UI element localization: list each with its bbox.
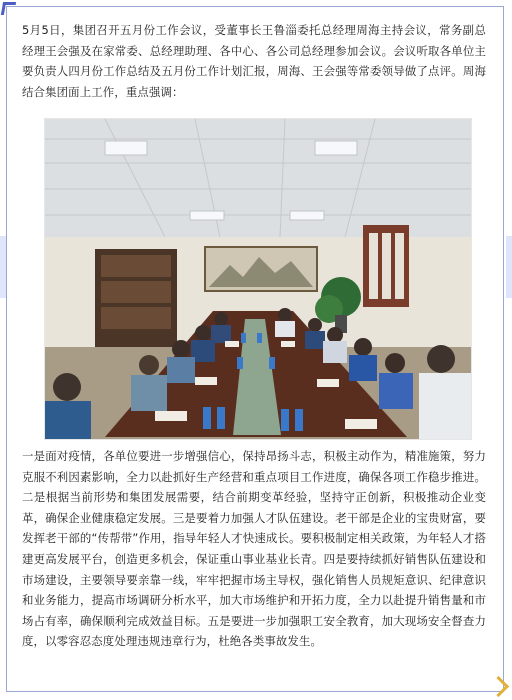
corner-ornament-top-left: [1, 2, 16, 15]
article-paragraph-body: 一是面对疫情，各单位要进一步增强信心，保持昂扬斗志，积极主动作为，精准施策，努力克服不利因素影响，全力以赴抓好生产经营和重点项目工作进度，确保各项工作稳步推进。二是根据当前形势和集团发展需要，结合前期变革经验，坚持守正创新，积极推动企业变革，确保企业健康稳定发展。三是要着力加强人才队伍建设。老干部是企业的宝贵财富，要发挥老干部的“传帮带”作用，指导年轻人才快速成长。要积极制定相关政策，为年轻人才搭建更高发展平台，创造更多机会，保证重山事业基业长青。四是要持续抓好销售队伍建设和市场建设，主要领导要亲靠一线，牢牢把握市场主导权，强化销售人员规矩意识、纪律意识和业务能力，提高市场调研分析水平，加大市场维护和开拓力度，全力以赴提升销售量和市场占有率，确保顺利完成效益目标。五是要进一步加强职工安全教育，加大现场安全督查力度，以零容忍态度处理违规违章行为，杜绝各类事故发生。: [22, 449, 486, 649]
side-tab-right: [506, 236, 512, 298]
article-paragraph-intro: 5月5日，集团召开五月份工作会议，受董事长王鲁淄委托总经理周海主持会议，常务副总经理王会强及在家常委、总经理助理、各中心、各公司总经理参加会议。会议听取各单位主要负责人四月份工作总结及五月份工作计划汇报，周海、王会强等常委领导做了点评。周海结合集团面上工作，重点强调：: [22, 23, 486, 99]
meeting-photo: [44, 118, 472, 440]
side-tab-left: [0, 236, 6, 298]
